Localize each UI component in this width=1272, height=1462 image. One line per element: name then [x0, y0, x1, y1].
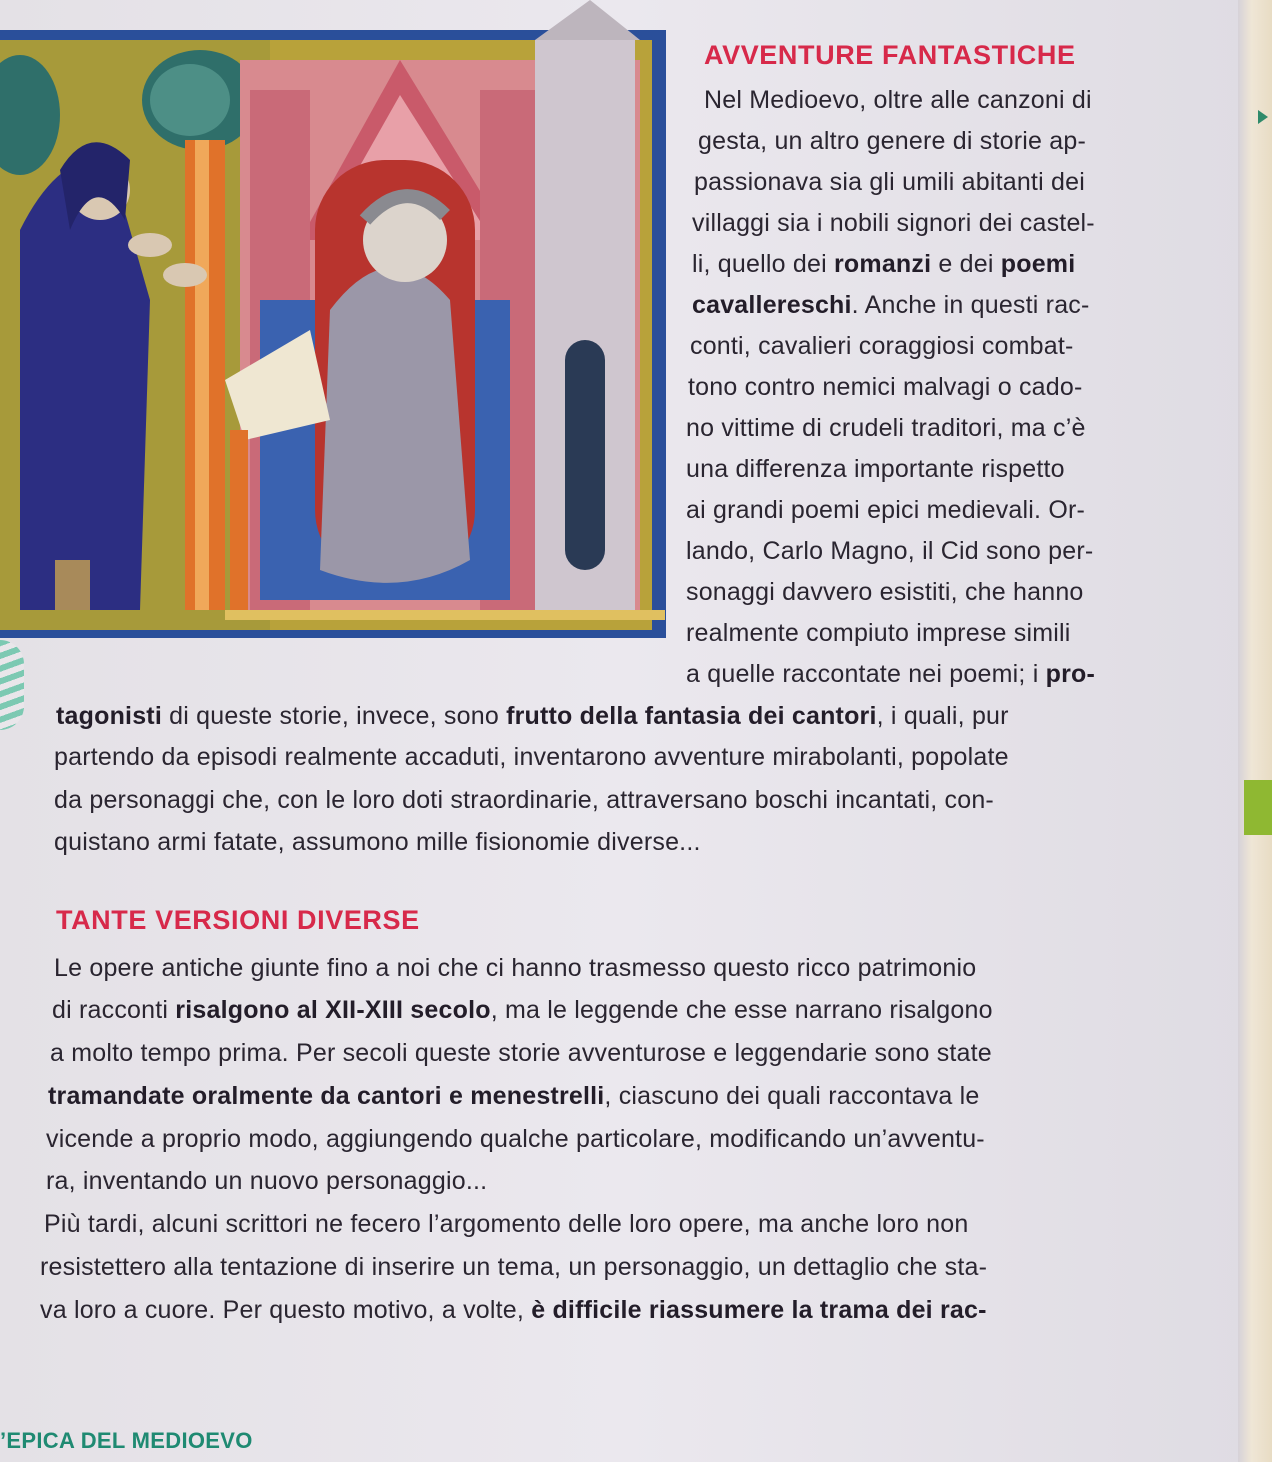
paragraph-line	[690, 330, 1074, 362]
text-span: conti, cavalieri coraggiosi combat-	[690, 332, 1074, 360]
striped-tab-decoration	[0, 640, 24, 730]
text-span: di racconti	[52, 996, 176, 1024]
paragraph-line	[688, 371, 1083, 403]
bold-text: tagonisti	[56, 702, 162, 730]
paragraph-line	[686, 617, 1071, 649]
text-span: ai grandi poemi epici medievali. Or-	[686, 496, 1086, 524]
text-span: Nel Medioevo, oltre alle canzoni di	[704, 86, 1092, 114]
text-span: resistettero alla tentazione di inserire un tema, un personaggio, un dettaglio che sta-	[40, 1253, 988, 1281]
paragraph-line	[686, 412, 1086, 444]
text-span: da personaggi che, con le loro doti straordinarie, attraversano boschi incantati, con-	[54, 786, 994, 814]
paragraph-line	[54, 784, 994, 816]
paragraph-line	[694, 166, 1085, 198]
paragraph-line	[686, 576, 1084, 608]
text-span: a molto tempo prima. Per secoli queste storie avventurose e leggendarie sono state	[50, 1039, 992, 1067]
text-span: gesta, un altro genere di storie ap-	[698, 127, 1086, 155]
text-span: villaggi sia i nobili signori dei castel-	[692, 209, 1095, 237]
chapter-edge-marker	[1244, 780, 1272, 835]
bold-text: pro-	[1045, 660, 1095, 688]
text-span: una differenza importante rispetto	[686, 455, 1065, 483]
paragraph-line	[54, 952, 976, 984]
paragraph-line	[48, 1080, 980, 1112]
text-span: passionava sia gli umili abitanti dei	[694, 168, 1085, 196]
text-span: realmente compiuto imprese simili	[686, 619, 1071, 647]
paragraph-line	[54, 741, 1009, 773]
bold-text: tramandate oralmente da cantori e menestrelli	[48, 1082, 605, 1110]
text-span: no vittime di crudeli traditori, ma c’è	[686, 414, 1086, 442]
bold-text: cavallereschi	[692, 291, 852, 319]
bold-text: romanzi	[833, 250, 932, 278]
text-span: di queste storie, invece, sono	[161, 702, 507, 730]
text-span: va loro a cuore. Per questo motivo, a volte,	[40, 1296, 532, 1324]
paragraph-line	[704, 84, 1092, 116]
paragraph-line	[44, 1208, 968, 1240]
text-span: partendo da episodi realmente accaduti, inventarono avventure mirabolanti, popolate	[54, 743, 1009, 771]
text-span: lando, Carlo Magno, il Cid sono per-	[686, 537, 1094, 565]
section-heading-avventure: AVVENTURE FANTASTICHE	[704, 40, 1076, 70]
paragraph-line	[40, 1294, 987, 1326]
text-span: Più tardi, alcuni scrittori ne fecero l’argomento delle loro opere, ma anche loro non	[44, 1210, 969, 1238]
bold-text: è difficile riassumere la trama dei rac-	[531, 1296, 987, 1324]
paragraph-line	[698, 125, 1086, 157]
text-span: , ciascuno dei quali raccontava le	[604, 1082, 980, 1110]
text-span: quistano armi fatate, assumono mille fisionomie diverse...	[54, 828, 701, 856]
triangle-arrow-icon	[1258, 110, 1268, 124]
paragraph-line	[52, 994, 993, 1026]
paragraph-line	[46, 1123, 985, 1155]
paragraph-line	[40, 1251, 987, 1283]
medieval-miniature-illustration	[0, 0, 672, 640]
text-span: , i quali, pur	[876, 702, 1009, 730]
text-span: a quelle raccontate nei poemi; i	[686, 660, 1046, 688]
text-span: . Anche in questi rac-	[851, 291, 1090, 319]
text-span: sonaggi davvero esistiti, che hanno	[686, 578, 1084, 606]
paragraph-line	[54, 826, 701, 858]
paragraph-line	[686, 494, 1085, 526]
text-span: e dei	[931, 250, 1001, 278]
text-span: vicende a proprio modo, aggiungendo qualche particolare, modificando un’avventu-	[46, 1125, 985, 1153]
paragraph-line	[692, 248, 1075, 280]
page-edge	[1238, 0, 1272, 1462]
text-span: Le opere antiche giunte fino a noi che ci hanno trasmesso questo ricco patrimonio	[54, 954, 977, 982]
text-span: tono contro nemici malvagi o cado-	[688, 373, 1083, 401]
paragraph-line	[686, 535, 1093, 567]
page-footer-chapter-title: ’EPICA DEL MEDIOEVO	[0, 1428, 253, 1453]
paragraph-line	[692, 207, 1095, 239]
text-span: , ma le leggende che esse narrano risalgono	[490, 996, 993, 1024]
bold-text: risalgono al XII-XIII secolo	[175, 996, 491, 1024]
paragraph-line	[50, 1037, 992, 1069]
paragraph-line	[56, 700, 1009, 732]
text-span: li, quello dei	[692, 250, 834, 278]
paragraph-line	[686, 453, 1065, 485]
text-span: ra, inventando un nuovo personaggio...	[46, 1167, 488, 1195]
paragraph-line	[686, 658, 1095, 690]
bold-text: frutto della fantasia dei cantori	[506, 702, 877, 730]
paragraph-line	[692, 289, 1090, 321]
bold-text: poemi	[1000, 250, 1076, 278]
paragraph-line	[46, 1165, 487, 1197]
section-heading-versioni: TANTE VERSIONI DIVERSE	[56, 905, 420, 935]
